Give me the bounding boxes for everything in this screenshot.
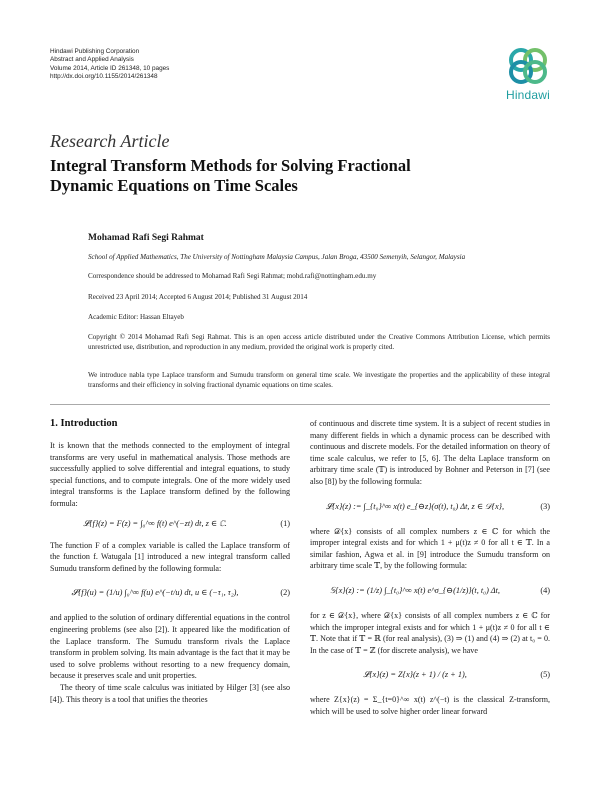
equation-expression: 𝓢{f}(u) = (1/u) ∫₀^∞ f(u) e^(−t/u) dt, u ∈ (−τ₁, τ₂), — [71, 588, 239, 598]
hindawi-logo-icon — [496, 44, 560, 88]
copyright-notice: Copyright © 2014 Mohamad Rafi Segi Rahmat. This is an open access article distributed under the Creative Commons Attribution License, which permits unrestricted use, distribution, and reproduction in any medium, provided the original work is properly cited. — [88, 333, 550, 352]
article-title — [50, 156, 550, 196]
equation-1 — [50, 518, 290, 532]
paragraph: The function F of a complex variable is called the Laplace transform of the function f. Watugala [1] introduced a new integral transform called Sumudu transform defined by the following formula: — [50, 540, 290, 573]
author-name: Mohamad Rafi Segi Rahmat — [88, 233, 204, 243]
equation-4 — [310, 580, 550, 602]
affiliation: School of Applied Mathematics, The University of Nottingham Malaysia Campus, Jalan Broga, 43500 Semenyih, Selangor, Malaysia — [88, 253, 466, 261]
paragraph: where 𝒟{x} consists of all complex numbers z ∈ ℂ for which the improper integral exists and for which 1 + μ(t)z ≠ 0 for all t ∈ 𝕋. In a similar fashion, Agwa et al. in [9] introduce the Sumudu transform on arbitrary time scale 𝕋, by the following formula: — [310, 526, 550, 571]
paragraph: for z ∈ 𝒟{x}, where 𝒟{x} consists of all complex numbers z ∈ ℂ for which the improper integral exists and for which 1 + μ(t)z ≠ 0 for all t ∈ 𝕋. Note that if 𝕋 = ℝ (for real analysis), (3) ⇒ (1) and (4) ⇒ (2) at t₀ = 0. In the case of 𝕋 = ℤ (for discrete analysis), we have — [310, 610, 550, 655]
volume-info: Volume 2014, Article ID 261348, 10 pages — [50, 64, 170, 72]
equation-expression: 𝓛{x}(z) = Z{x}(z + 1) / (z + 1), — [363, 670, 467, 680]
equation-5 — [310, 664, 550, 686]
article-type-label: Research Article — [50, 131, 170, 151]
title-line-1: Integral Transform Methods for Solving Fractional — [50, 156, 411, 175]
right-column — [310, 418, 550, 718]
equation-number: (4) — [540, 585, 550, 595]
paragraph: of continuous and discrete time system. It is a subject of recent studies in many different fields in which a dynamic process can be described with continuous and discrete models. For the detailed information on theory of time scale calculus, we refer to [5, 6]. The delta Laplace transform on arbitrary time scale (𝕋) is introduced by Bohner and Peterson in [7] (see also [8]) by the following formula: — [310, 419, 550, 486]
hindawi-logo-text: Hindawi — [505, 88, 551, 102]
paragraph: It is known that the methods connected to the employment of integral transforms are very useful in mathematical analysis. Those methods are successfully applied to solve differential and integral equations, to study special functions, and to compute integrals. One of the more widely used integral transforms is the Laplace transform defined by the following formula: — [50, 441, 290, 508]
hindawi-logo — [496, 44, 560, 110]
publisher-name: Hindawi Publishing Corporation — [50, 48, 140, 55]
paragraph: The theory of time scale calculus was initiated by Hilger [3] (see also [4]). This theory is a tool that unifies the theories — [50, 682, 290, 704]
equation-expression: 𝓛{f}(z) = F(z) = ∫₀^∞ f(t) e^(−zt) dt, z ∈ ℂ. — [83, 518, 227, 528]
section-divider — [50, 404, 550, 405]
title-line-2: Dynamic Equations on Time Scales — [50, 176, 298, 195]
equation-2 — [50, 582, 290, 604]
section-heading-introduction: 1. Introduction — [50, 418, 118, 429]
left-column — [50, 418, 290, 705]
publication-dates: Received 23 April 2014; Accepted 6 August 2014; Published 31 August 2014 — [88, 293, 308, 301]
equation-number: (3) — [540, 501, 550, 511]
equation-number: (1) — [280, 518, 290, 528]
equation-number: (2) — [280, 588, 290, 598]
equation-expression: 𝓛{x}(z) := ∫_{t₀}^∞ x(t) e_{⊖z}(σ(t), t₀) Δt, z ∈ 𝒟{x}, — [325, 501, 505, 511]
paragraph: and applied to the solution of ordinary differential equations in the control engineering problems (see also [2]). It appeared like the modification of the Laplace transform. The Sumudu transform rivals the Laplace transform in problem solving. Its main advantage is the fact that it may be used to solve problems without resorting to a new frequency domain, because it preserves scale and unit properties. — [50, 613, 290, 681]
abstract: We introduce nabla type Laplace transform and Sumudu transform on general time scale. We investigate the properties and the applicability of these integral transforms and their efficiency in solving fractional dynamic equations on time scales. — [88, 371, 550, 390]
paragraph: where Z{x}(z) = Σ_{t=0}^∞ x(t) z^(−t) is the classical Z-transform, which will be used to solve higher order linear forward — [310, 695, 550, 716]
journal-name: Abstract and Applied Analysis — [50, 56, 134, 64]
equation-number: (5) — [540, 670, 550, 680]
equation-3 — [310, 496, 550, 518]
journal-header — [50, 48, 169, 82]
academic-editor: Academic Editor: Hassan Eltayeb — [88, 313, 184, 321]
correspondence: Correspondence should be addressed to Mohamad Rafi Segi Rahmat; mohd.rafi@nottingham.edu.my — [88, 272, 377, 280]
doi-link[interactable]: http://dx.doi.org/10.1155/2014/261348 — [50, 73, 158, 81]
equation-expression: 𝕊{x}(z) := (1/z) ∫_{t₀}^∞ x(t) e^σ_{⊖(1/z)}(t, t₀) Δt, — [329, 585, 501, 595]
